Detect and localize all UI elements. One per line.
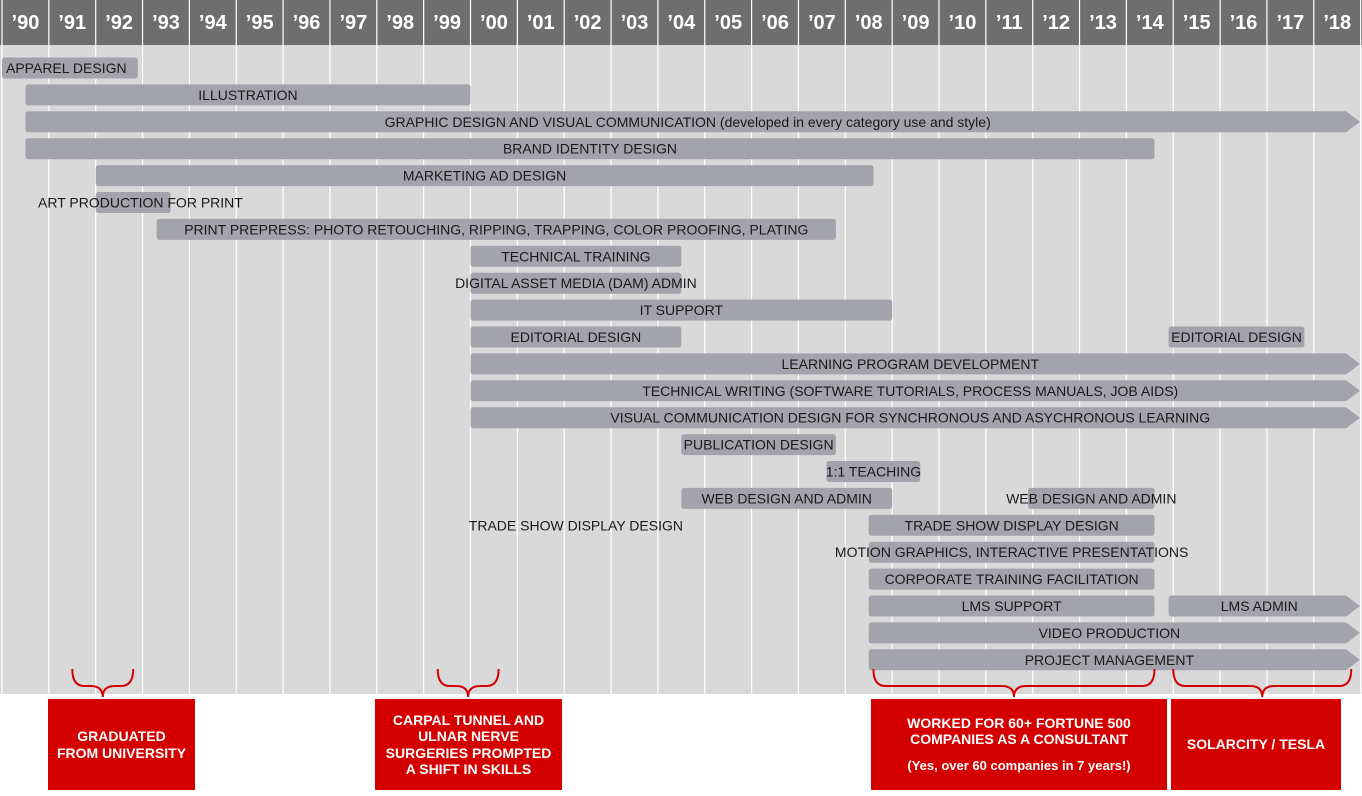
year-label: ’01	[526, 12, 555, 34]
skill-bar-label: VISUAL COMMUNICATION DESIGN FOR SYNCHRONOUS AND ASYCHRONOUS LEARNING	[610, 409, 1211, 426]
year-label: ’09	[901, 12, 930, 34]
skill-bar-label: WEB DESIGN AND ADMIN	[1006, 490, 1177, 507]
year-label: ’00	[480, 12, 508, 34]
skill-bar-label: ART PRODUCTION FOR PRINT	[38, 194, 243, 211]
year-label: ’07	[807, 12, 836, 34]
annotation-box-carpal-tunnel	[375, 699, 562, 790]
annotation-box-fortune-500	[871, 699, 1167, 790]
skill-bar-label: PRINT PREPRESS: PHOTO RETOUCHING, RIPPING, TRAPPING, COLOR PROOFING, PLATING	[184, 221, 809, 238]
year-label: ’11	[995, 12, 1023, 34]
year-label: ’02	[573, 12, 602, 34]
skill-bar-label: WEB DESIGN AND ADMIN	[701, 490, 872, 507]
skill-bar-label: TRADE SHOW DISPLAY DESIGN	[468, 517, 684, 534]
year-label: ’92	[105, 12, 134, 34]
year-label: ’06	[761, 12, 789, 34]
year-label: ’17	[1276, 12, 1305, 34]
year-label: ’03	[620, 12, 649, 34]
skill-bar-label: MARKETING AD DESIGN	[402, 167, 567, 184]
skill-bar-label: DIGITAL ASSET MEDIA (DAM) ADMIN	[455, 275, 697, 292]
year-label: ’18	[1323, 12, 1352, 34]
year-label: ’96	[292, 12, 321, 34]
year-label: ’90	[11, 12, 40, 34]
year-label: ’08	[854, 12, 883, 34]
annotation-subtext: (Yes, over 60 companies in 7 years!)	[907, 757, 1131, 773]
year-label: ’05	[714, 12, 743, 34]
year-label: ’14	[1135, 12, 1164, 34]
year-label: ’13	[1089, 12, 1117, 34]
year-label: ’12	[1042, 12, 1071, 34]
skill-bar-label: PUBLICATION DESIGN	[683, 436, 834, 453]
skill-bar-label: 1:1 TEACHING	[825, 463, 922, 480]
year-label: ’93	[152, 12, 180, 34]
annotation-text: CARPAL TUNNEL AND ULNAR NERVE SURGERIES PROMPTED A SHIFT IN SKILLS	[385, 711, 552, 777]
skill-bar-label: CORPORATE TRAINING FACILITATION	[884, 571, 1139, 588]
skill-bar-label: APPAREL DESIGN	[6, 60, 127, 76]
year-axis	[12, 12, 1352, 34]
skill-bar-label: LMS SUPPORT	[961, 598, 1062, 614]
year-label: ’91	[58, 12, 87, 34]
annotation-text: GRADUATED FROM UNIVERSITY	[56, 728, 187, 761]
skill-bar-label: LMS ADMIN	[1220, 598, 1298, 614]
skill-bar-label: TECHNICAL WRITING (SOFTWARE TUTORIALS, PROCESS MANUALS, JOB AIDS)	[642, 382, 1179, 399]
annotation-text: WORKED FOR 60+ FORTUNE 500 COMPANIES AS A CONSULTANT	[907, 714, 1131, 748]
year-label: ’15	[1182, 12, 1211, 34]
skill-bar-label: EDITORIAL DESIGN	[510, 329, 642, 345]
skill-bar-label: BRAND IDENTITY DESIGN	[502, 140, 677, 157]
year-label: ’95	[245, 12, 274, 34]
year-label: ’04	[667, 12, 696, 34]
skill-bar-label: PROJECT MANAGEMENT	[1024, 651, 1195, 668]
year-label: ’16	[1229, 12, 1258, 34]
year-label: ’97	[339, 12, 368, 34]
skill-bar-label: VIDEO PRODUCTION	[1038, 624, 1181, 641]
year-label: ’99	[433, 12, 461, 34]
skill-bar-label: TRADE SHOW DISPLAY DESIGN	[904, 517, 1119, 534]
skill-bar-label: ILLUSTRATION	[198, 86, 298, 103]
year-label: ’94	[198, 12, 227, 34]
annotation-text: SOLARCITY / TESLA	[1186, 736, 1326, 753]
skill-bar-label: EDITORIAL DESIGN	[1171, 329, 1302, 345]
skill-bar-label: LEARNING PROGRAM DEVELOPMENT	[781, 355, 1039, 372]
skill-bar-label: IT SUPPORT	[639, 302, 724, 319]
skill-bar-label: TECHNICAL TRAINING	[501, 248, 651, 265]
skill-bar-label: MOTION GRAPHICS, INTERACTIVE PRESENTATIONS	[834, 544, 1189, 561]
annotation-box-solarcity	[1171, 699, 1341, 790]
year-label: ’98	[386, 12, 415, 34]
skill-bar-label: GRAPHIC DESIGN AND VISUAL COMMUNICATION (developed in every category use and style)	[384, 113, 991, 130]
annotation-box-graduated	[48, 699, 195, 790]
year-label: ’10	[948, 12, 977, 34]
